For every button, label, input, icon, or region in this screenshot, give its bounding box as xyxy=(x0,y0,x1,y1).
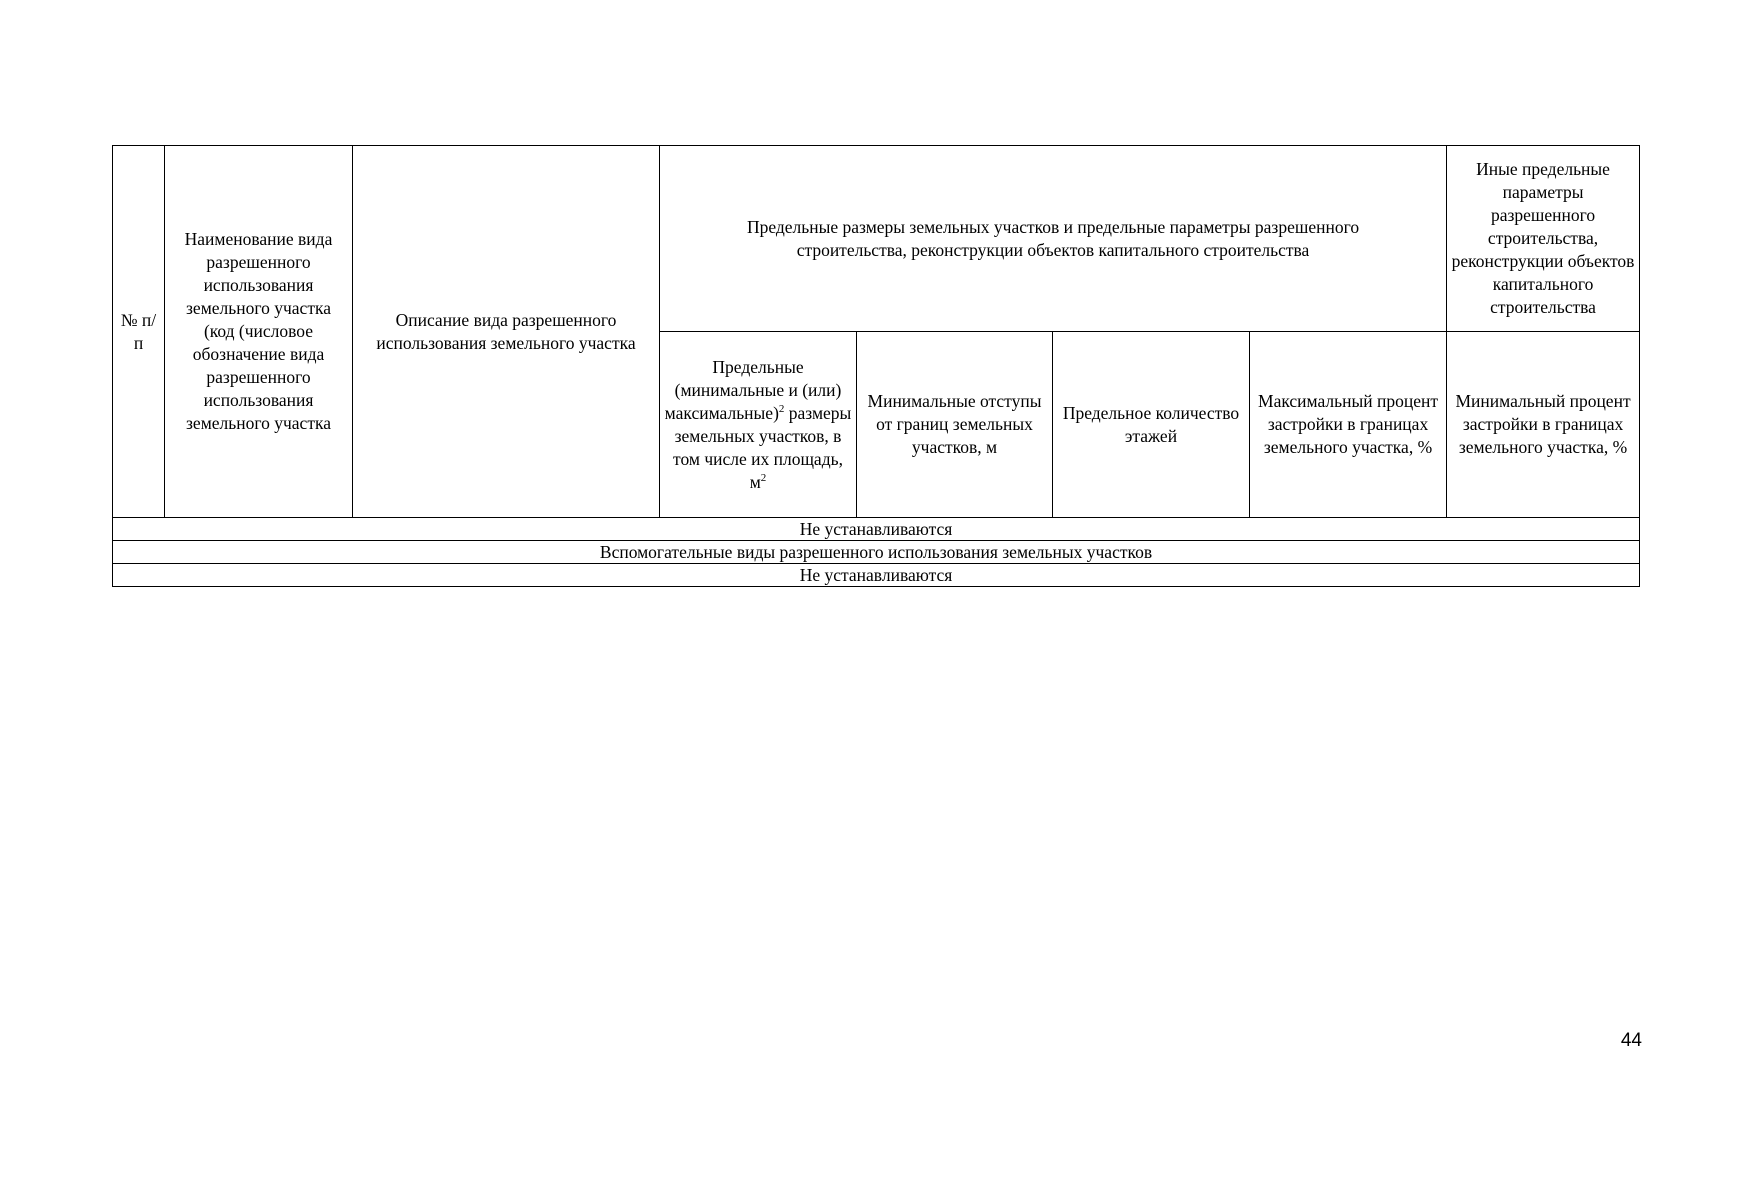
table-row xyxy=(113,518,1640,541)
land-use-parameters-table xyxy=(112,145,1640,587)
header-other-params: Иные предельные параметры разрешенного строительства, реконструкции объектов капитального строительства xyxy=(1447,146,1640,332)
header-plot-sizes-unit-sup: 2 xyxy=(760,471,767,484)
table-row xyxy=(113,564,1640,587)
page-number: 44 xyxy=(1620,1030,1642,1051)
header-max-coverage: Максимальный процент застройки в границах земельного участка, % xyxy=(1250,332,1447,518)
header-limit-group: Предельные размеры земельных участков и предельные параметры разрешенного строительства, реконструкции объектов капитального строительства xyxy=(660,146,1447,332)
table-row xyxy=(113,541,1640,564)
header-plot-sizes-tail: размеры земельных участков, в том числе их площадь, м xyxy=(673,402,852,492)
header-use-name: Наименование вида разрешенного использования земельного участка (код (числовое обозначение вида разрешенного использования земельного участка xyxy=(165,146,353,518)
table-header-row xyxy=(113,146,1640,332)
header-min-coverage: Минимальный процент застройки в границах земельного участка, % xyxy=(1447,332,1640,518)
header-max-floors: Предельное количество этажей xyxy=(1053,332,1250,518)
header-number: № п/п xyxy=(113,146,165,518)
header-use-description: Описание вида разрешенного использования земельного участка xyxy=(353,146,660,518)
header-plot-sizes xyxy=(660,332,857,518)
table-section-title: Вспомогательные виды разрешенного использования земельных участков xyxy=(113,541,1640,564)
header-min-setbacks: Минимальные отступы от границ земельных участков, м xyxy=(857,332,1053,518)
header-plot-sizes-footnote: 2 xyxy=(778,402,785,415)
header-plot-sizes-text: Предельные (минимальные и (или) максимальные) xyxy=(664,356,842,423)
table-row-text: Не устанавливаются xyxy=(113,564,1640,587)
table-row-text: Не устанавливаются xyxy=(113,518,1640,541)
